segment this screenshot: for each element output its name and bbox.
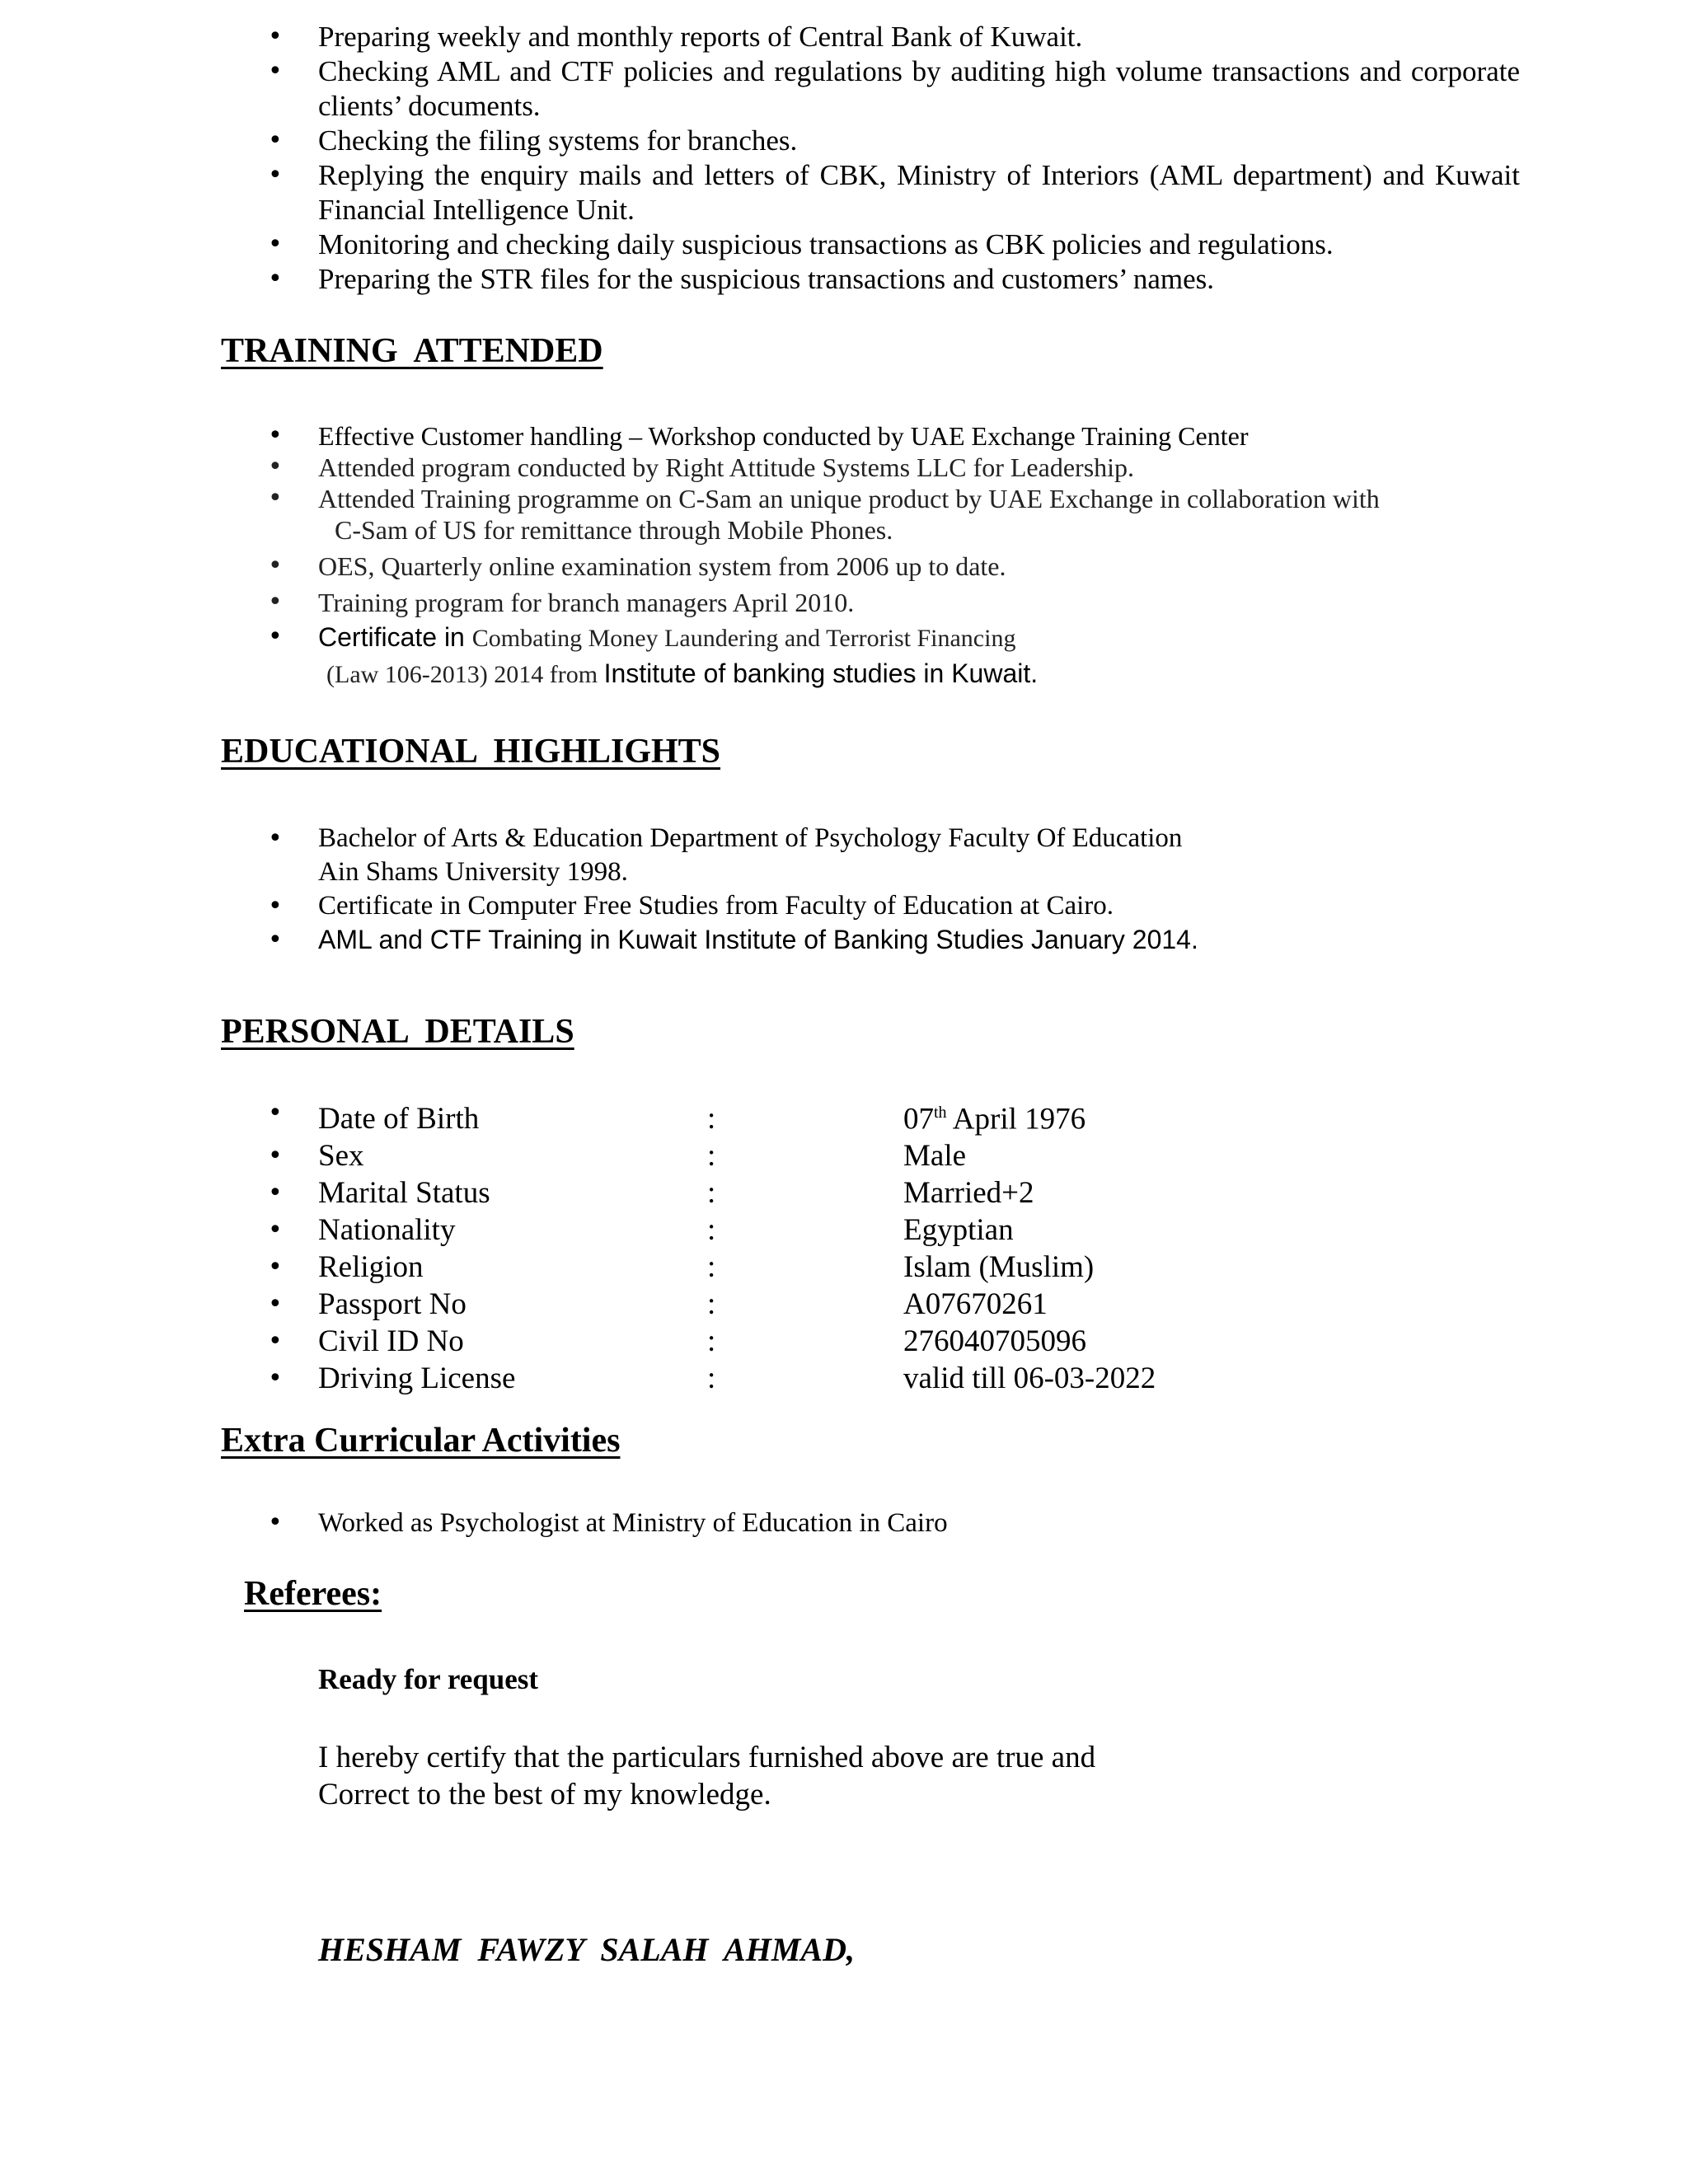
detail-label: Date of Birth	[318, 1102, 480, 1137]
list-item: • Checking the filing systems for branches.	[0, 124, 1522, 158]
cert-subject: Combating Money Laundering and Terrorist Financing	[471, 625, 1016, 652]
list-item: • Preparing weekly and monthly reports of Central Bank of Kuwait.	[0, 20, 1522, 54]
list-item	[0, 483, 1522, 546]
detail-label: Sex	[318, 1139, 364, 1174]
detail-value: Islam (Muslim)	[903, 1250, 1095, 1285]
education-heading: EDUCATIONAL HIGHLIGHTS	[221, 733, 721, 771]
list-item-text: Bachelor of Arts & Education Department of Psychology Faculty Of Education	[318, 823, 1183, 853]
detail-row	[0, 1249, 1307, 1286]
personal-details-list	[0, 1094, 1307, 1397]
list-item	[0, 822, 1522, 889]
list-item-continuation	[318, 658, 1522, 691]
detail-row	[0, 1323, 1307, 1360]
dob-rest: April 1976	[946, 1102, 1086, 1137]
extra-curricular-heading: Extra Curricular Activities	[221, 1422, 621, 1460]
personal-details-heading: PERSONAL DETAILS	[221, 1013, 574, 1051]
detail-label: Passport No	[318, 1287, 467, 1322]
list-item: • Monitoring and checking daily suspicious transactions as CBK policies and regulations.	[0, 227, 1522, 262]
responsibilities-list	[0, 20, 1522, 297]
detail-row	[0, 1174, 1307, 1212]
detail-separator: :	[707, 1324, 716, 1359]
detail-row	[0, 1137, 1307, 1174]
detail-separator: :	[707, 1213, 716, 1248]
list-item	[0, 621, 1522, 691]
extra-curricular-list	[0, 1506, 1522, 1540]
detail-separator: :	[707, 1250, 716, 1285]
detail-row	[0, 1360, 1307, 1397]
detail-value: Egyptian	[903, 1213, 1014, 1248]
cert-institute: Institute of banking studies in Kuwait.	[603, 658, 1039, 688]
list-item: • Training program for branch managers April 2010.	[0, 587, 1522, 618]
cert-prefix: Certificate in	[318, 622, 472, 652]
list-item: • Preparing the STR files for the suspicious transactions and customers’ names.	[0, 262, 1522, 297]
dob-ordinal: th	[934, 1104, 947, 1122]
list-item: • Replying the enquiry mails and letters of CBK, Ministry of Interiors (AML department) and Kuwait Financial Intelligence Unit.	[0, 158, 1520, 227]
detail-value: Male	[903, 1139, 967, 1174]
list-item: • Checking AML and CTF policies and regulations by auditing high volume transactions and corporate clients’ documents.	[0, 54, 1520, 124]
detail-label: Marital Status	[318, 1176, 490, 1211]
list-item: • Certificate in Computer Free Studies from Faculty of Education at Cairo.	[0, 889, 1522, 923]
list-item-continuation: C-Sam of US for remittance through Mobile Phones.	[335, 515, 893, 545]
dob-day: 07	[903, 1102, 934, 1137]
list-item: • Worked as Psychologist at Ministry of Education in Cairo	[0, 1506, 1522, 1540]
referees-heading: Referees:	[244, 1575, 382, 1613]
education-list	[0, 822, 1522, 957]
detail-row	[0, 1094, 1307, 1137]
detail-label: Religion	[318, 1250, 424, 1285]
certify-line-1: I hereby certify that the particulars furnished above are true and	[318, 1741, 1096, 1774]
detail-label: Driving License	[318, 1361, 516, 1396]
list-item: • Effective Customer handling – Workshop conducted by UAE Exchange Training Center	[0, 420, 1522, 452]
detail-value: A07670261	[903, 1287, 1048, 1322]
training-heading: TRAINING ATTENDED	[221, 332, 603, 370]
detail-separator: :	[707, 1287, 716, 1322]
cert-law: (Law 106-2013) 2014 from	[326, 661, 604, 688]
signature-name: HESHAM FAWZY SALAH AHMAD,	[318, 1931, 855, 1968]
referees-note: Ready for request	[318, 1663, 539, 1695]
detail-value	[903, 1094, 1085, 1137]
detail-value: valid till 06-03-2022	[903, 1361, 1156, 1396]
training-list	[0, 420, 1522, 691]
list-item-text: Attended Training programme on C-Sam an unique product by UAE Exchange in collaboration with	[318, 484, 1380, 513]
detail-label: Nationality	[318, 1213, 456, 1248]
list-item: • AML and CTF Training in Kuwait Institute of Banking Studies January 2014.	[0, 923, 1522, 957]
list-item-continuation: Ain Shams University 1998.	[318, 857, 628, 887]
detail-separator: :	[707, 1176, 716, 1211]
detail-separator: :	[707, 1102, 716, 1137]
certify-line-2: Correct to the best of my knowledge.	[318, 1778, 771, 1811]
detail-label: Civil ID No	[318, 1324, 464, 1359]
list-item: • OES, Quarterly online examination system from 2006 up to date.	[0, 551, 1522, 582]
detail-value: Married+2	[903, 1176, 1034, 1211]
detail-value: 276040705096	[903, 1324, 1086, 1359]
detail-separator: :	[707, 1361, 716, 1396]
list-item: • Attended program conducted by Right Attitude Systems LLC for Leadership.	[0, 452, 1522, 483]
detail-separator: :	[707, 1139, 716, 1174]
detail-row	[0, 1286, 1307, 1323]
detail-row	[0, 1212, 1307, 1249]
